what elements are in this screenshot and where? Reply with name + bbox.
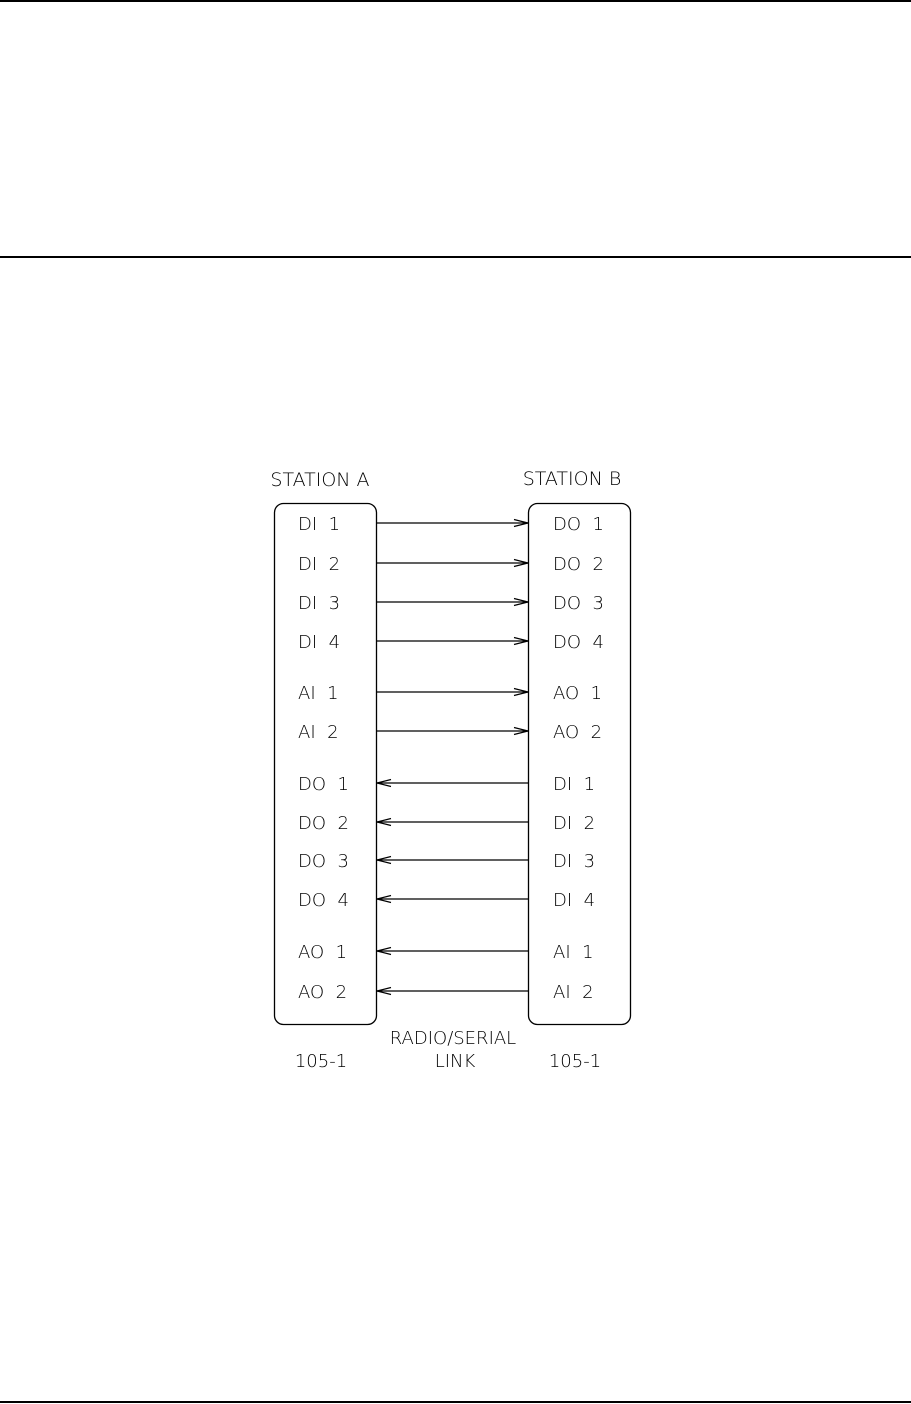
- station-a-port-label: AO 1: [298, 942, 348, 963]
- station-b-ports: [553, 514, 604, 1003]
- station-b-port-label: AO 2: [553, 722, 603, 743]
- connection-arrow: [377, 638, 528, 645]
- connection-arrow: [377, 948, 528, 955]
- connection-arrow: [377, 988, 528, 995]
- station-a-port-label: DI 4: [298, 632, 341, 653]
- station-a-port-label: AI 1: [298, 683, 339, 704]
- connection-arrow: [377, 560, 528, 567]
- station-b-port-label: DO 1: [553, 514, 604, 535]
- station-a-port-label: DI 2: [298, 554, 341, 575]
- station-b-port-label: AO 1: [553, 683, 603, 704]
- connection-arrow: [377, 819, 528, 826]
- station-a-port-label: DI 3: [298, 593, 341, 614]
- connection-arrow: [377, 520, 528, 527]
- station-b-port-label: DI 4: [553, 890, 596, 911]
- station-b-port-label: DO 4: [553, 632, 604, 653]
- station-b-port-label: DO 3: [553, 593, 604, 614]
- station-a-port-label: DI 1: [298, 514, 341, 535]
- connection-arrow: [377, 689, 528, 696]
- station-a-port-label: DO 3: [298, 851, 349, 872]
- station-a-port-label: DO 2: [298, 813, 349, 834]
- connection-arrow: [377, 857, 528, 864]
- station-a-port-label: DO 1: [298, 774, 349, 795]
- station-b-port-label: AI 2: [553, 982, 594, 1003]
- station-a-port-label: DO 4: [298, 890, 349, 911]
- station-b-port-label: DI 3: [553, 851, 596, 872]
- link-label-line1: RADIO/SERIAL: [389, 1028, 517, 1049]
- station-a-ports: [298, 514, 349, 1003]
- connection-arrow: [377, 896, 528, 903]
- station-a-title: STATION A: [270, 469, 370, 491]
- connection-lines: [377, 520, 528, 995]
- station-b-port-label: DI 1: [553, 774, 596, 795]
- station-b-title: STATION B: [522, 468, 622, 490]
- station-a-port-label: AI 2: [298, 722, 339, 743]
- station-a-port-label: AO 2: [298, 982, 348, 1003]
- station-b-model: 105-1: [548, 1051, 602, 1072]
- station-b-port-label: DI 2: [553, 813, 596, 834]
- station-b-port-label: DO 2: [553, 554, 604, 575]
- connection-arrow: [377, 780, 528, 787]
- connection-arrow: [377, 728, 528, 735]
- station-a-model: 105-1: [294, 1051, 348, 1072]
- link-label-line2: LINK: [434, 1051, 476, 1072]
- station-b-port-label: AI 1: [553, 942, 594, 963]
- connection-arrow: [377, 599, 528, 606]
